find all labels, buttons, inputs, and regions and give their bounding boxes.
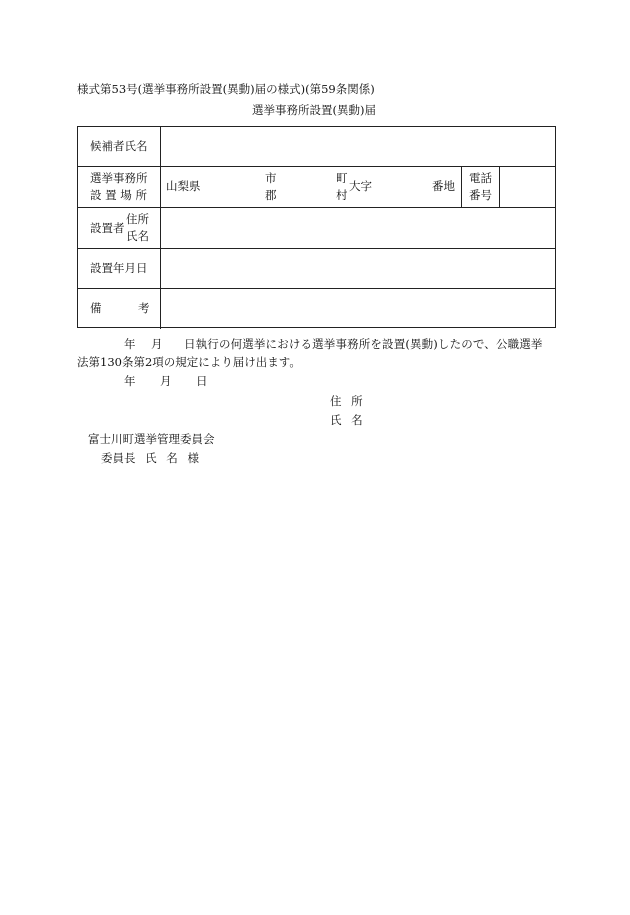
phone-cell-divider <box>499 166 500 207</box>
installer-label: 設置者 <box>90 221 125 235</box>
addressee: 富士川町選挙管理委員会 <box>88 432 215 446</box>
declaration-year: 年 <box>124 337 136 351</box>
remarks-label-a: 備 <box>90 301 102 315</box>
setup-date-label: 設置年月日 <box>90 261 148 275</box>
date-day: 日 <box>196 374 208 388</box>
installer-field[interactable] <box>162 209 554 247</box>
declaration-text-line1: 日執行の何選挙における選挙事務所を設置(異動)したので、公職選挙 <box>184 337 543 351</box>
row-divider <box>78 288 555 289</box>
town-text: 町 <box>336 171 348 185</box>
row-divider <box>78 207 555 208</box>
installer-name-label: 氏名 <box>126 229 149 243</box>
phone-label-line1: 電話 <box>469 171 492 185</box>
form-title: 選挙事務所設置(異動)届 <box>252 103 376 117</box>
village-text: 村 <box>336 188 348 202</box>
prefecture-text: 山梨県 <box>166 179 201 193</box>
candidate-name-field[interactable] <box>162 128 554 165</box>
label-column-divider <box>160 127 161 329</box>
office-location-label-line1: 選挙事務所 <box>90 171 148 185</box>
declaration-text-line2: 法第130条第2項の規定により届け出ます。 <box>77 355 301 369</box>
remarks-field[interactable] <box>162 290 554 327</box>
row-divider <box>78 166 555 167</box>
form-number: 様式第53号(選挙事務所設置(異動)届の様式)(第59条関係) <box>77 82 375 96</box>
oaza-text: 大字 <box>349 179 372 193</box>
declaration-month: 月 <box>151 337 163 351</box>
installer-address-label: 住所 <box>126 212 149 226</box>
chairperson-line: 委員長 氏 名 様 <box>101 451 199 465</box>
setup-date-field[interactable] <box>162 250 554 287</box>
notification-form-table <box>77 126 556 328</box>
phone-cell-divider <box>461 166 462 207</box>
candidate-name-label: 候補者氏名 <box>90 139 148 153</box>
office-location-label-line2: 設 置 場 所 <box>90 188 147 202</box>
county-text: 郡 <box>265 188 277 202</box>
date-month: 月 <box>160 374 172 388</box>
city-text: 市 <box>265 171 277 185</box>
signer-name-label: 氏 名 <box>330 413 363 427</box>
phone-label-line2: 番号 <box>469 188 492 202</box>
row-divider <box>78 248 555 249</box>
banchi-text: 番地 <box>432 179 455 193</box>
remarks-label-b: 考 <box>138 301 150 315</box>
phone-number-field[interactable] <box>501 167 554 206</box>
date-year: 年 <box>124 374 136 388</box>
signer-address-label: 住 所 <box>330 394 363 408</box>
